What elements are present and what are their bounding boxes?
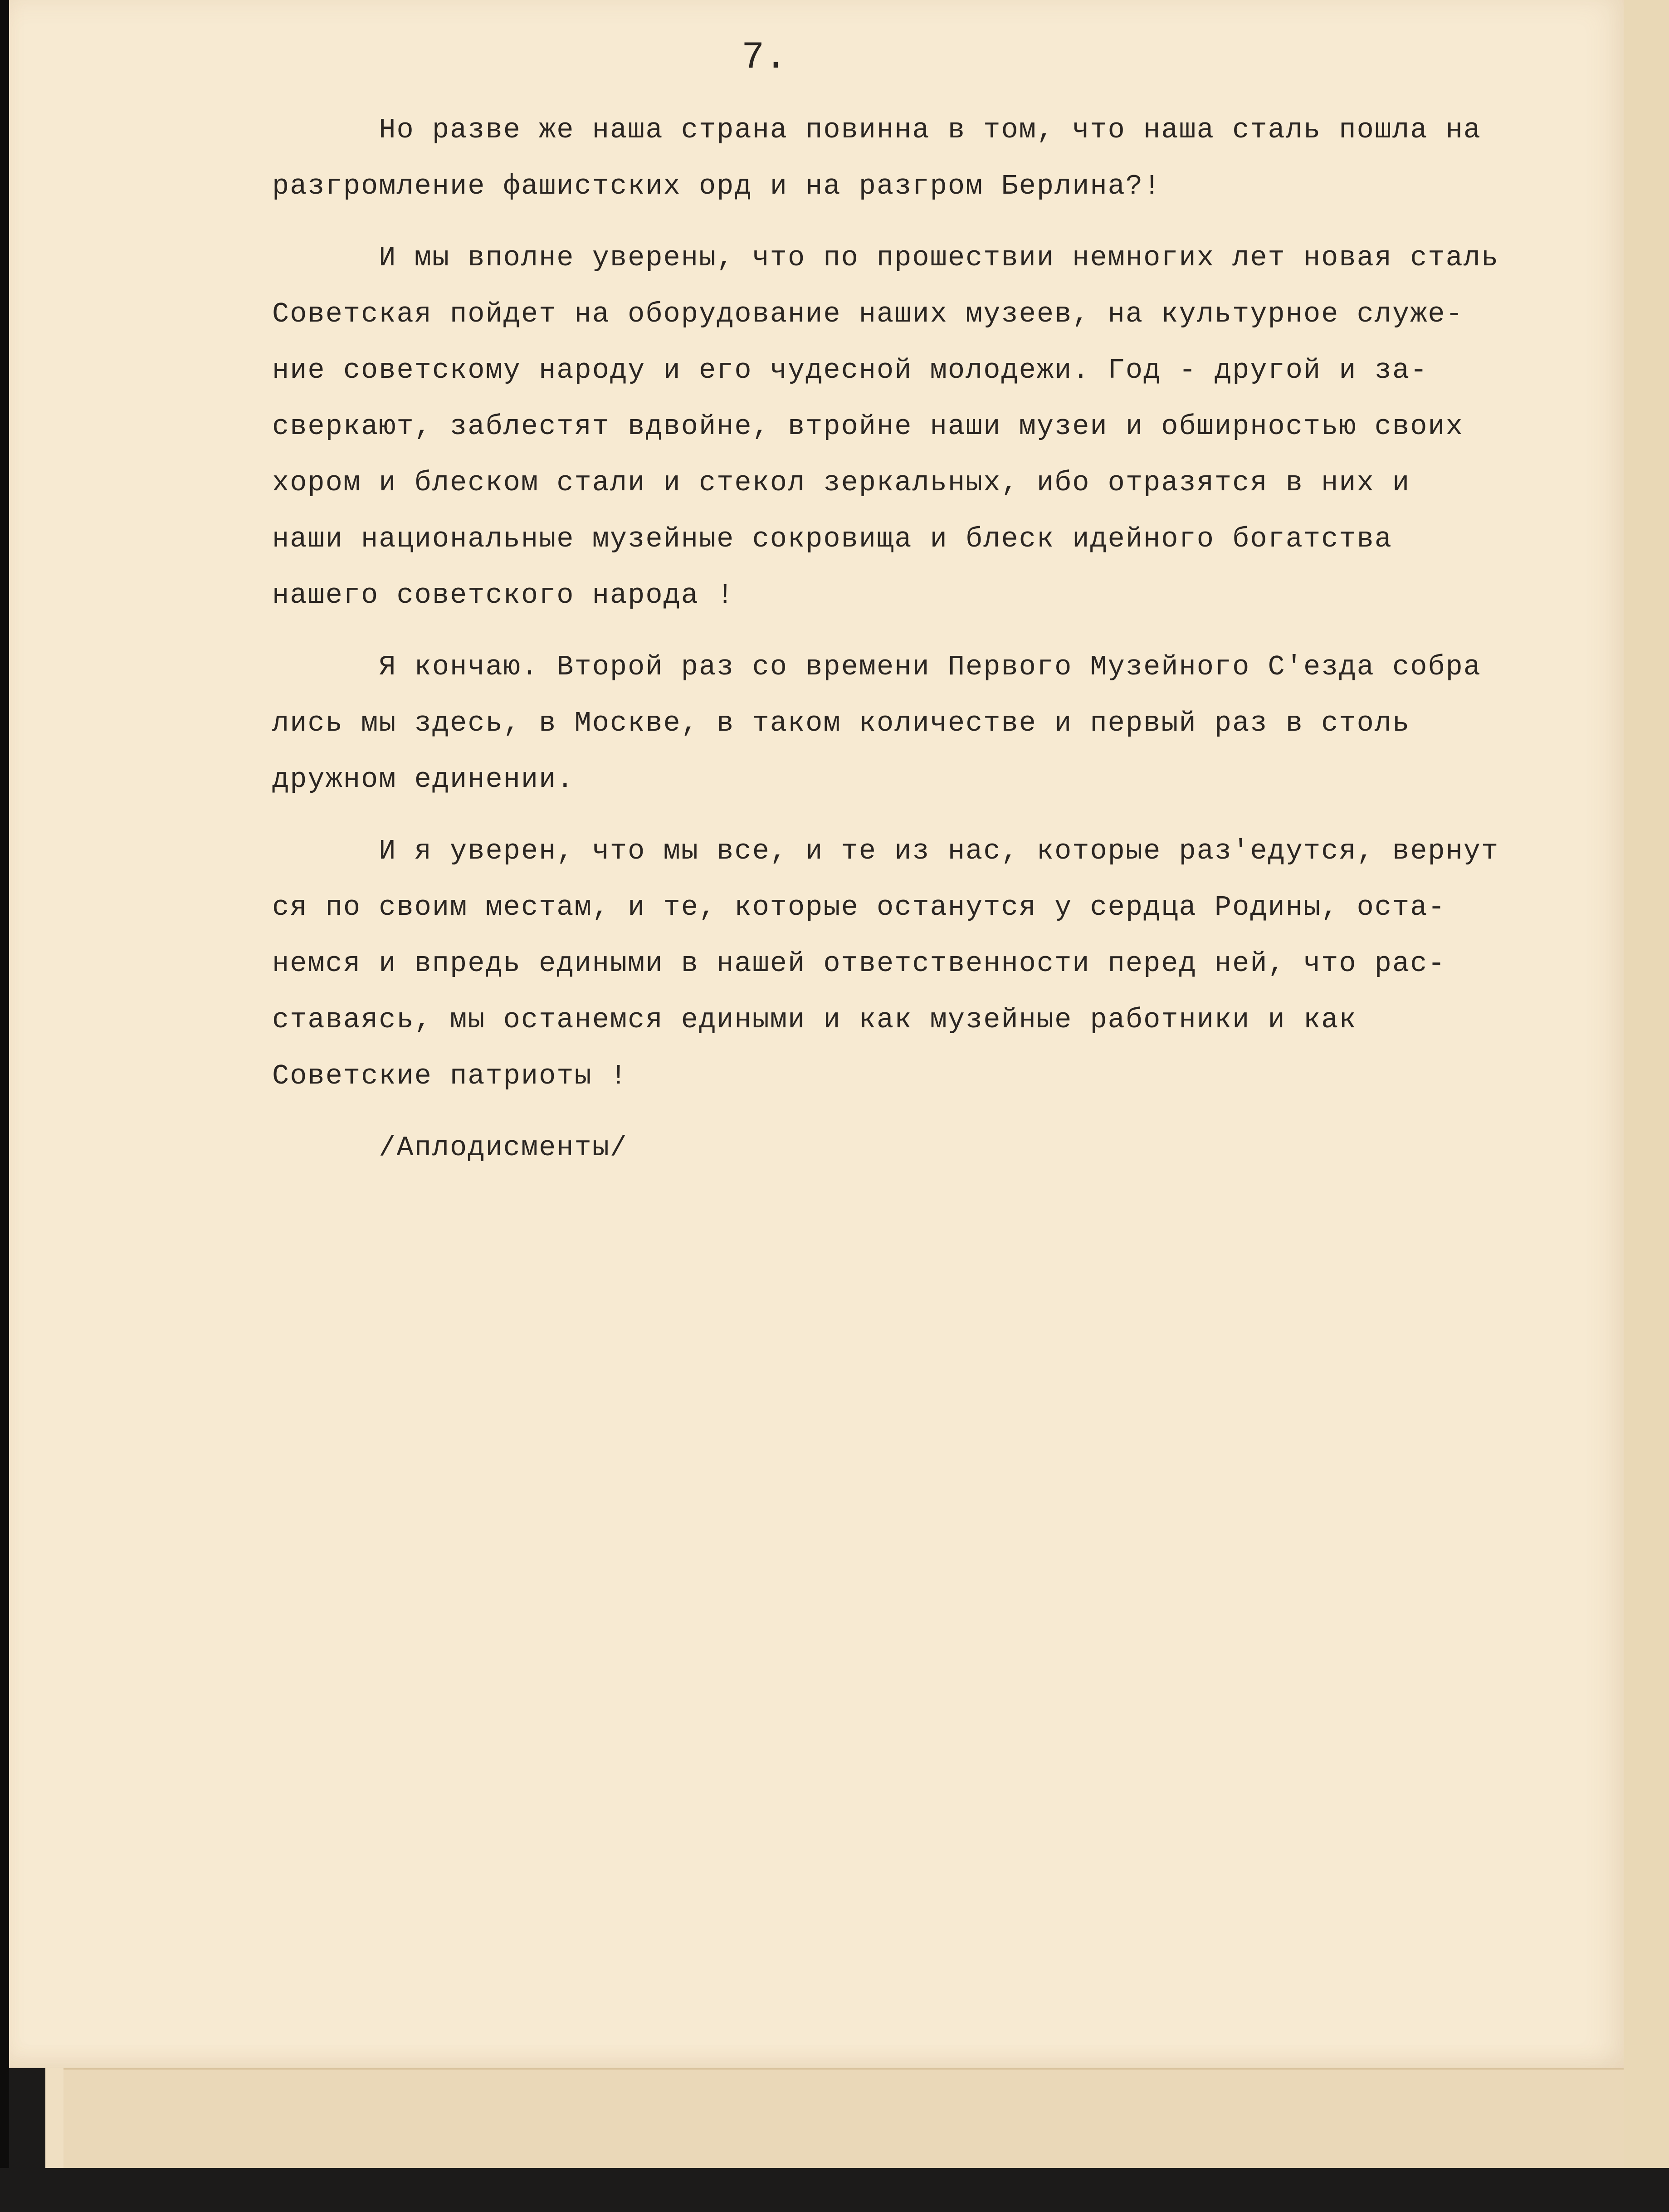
text-line: Но разве же наша страна повинна в том, что наша сталь пошла на	[272, 114, 1482, 146]
document-page	[9, 0, 1624, 2068]
text-line: Я кончаю. Второй раз со времени Первого Музейного С'езда собра	[272, 651, 1482, 683]
text-line: ся по своим местам, и те, которые останутся у сердца Родины, оста-	[272, 891, 1446, 923]
paragraph	[272, 230, 1642, 624]
text-line: сверкают, заблестят вдвойне, втройне наши музеи и обширностью своих	[272, 410, 1464, 443]
text-line: И мы вполне уверены, что по прошествии немногих лет новая сталь	[272, 242, 1499, 274]
text-line: Советская пойдет на оборудование наших музеев, на культурное служе-	[272, 298, 1464, 330]
text-line: И я уверен, что мы все, и те из нас, которые раз'едутся, вернут	[272, 835, 1499, 867]
text-line: разгромление фашистских орд и на разгром Берлина?!	[272, 170, 1161, 202]
text-line: /Аплодисменты/	[272, 1132, 628, 1164]
text-line: нашего советского народа !	[272, 579, 735, 611]
paragraph	[272, 1120, 1642, 1176]
text-line: лись мы здесь, в Москве, в таком количестве и первый раз в столь	[272, 707, 1410, 739]
text-line: немся и впредь едиными в нашей ответственности перед ней, что рас-	[272, 947, 1446, 980]
left-dark-margin	[0, 0, 9, 2212]
typed-text-body	[272, 102, 1642, 1191]
text-line: хором и блеском стали и стекол зеркальных, ибо отразятся в них и	[272, 467, 1410, 499]
paragraph	[272, 639, 1642, 808]
page-number: 7.	[742, 36, 787, 79]
text-line: ставаясь, мы останемся едиными и как музейные работники и как	[272, 1004, 1357, 1036]
paragraph	[272, 102, 1642, 215]
text-line: Советские патриоты !	[272, 1060, 628, 1092]
text-line: наши национальные музейные сокровища и блеск идейного богатства	[272, 523, 1392, 555]
text-line: дружном единении.	[272, 763, 575, 796]
text-line: ние советскому народу и его чудесной молодежи. Год - другой и за-	[272, 354, 1428, 386]
bottom-dark-margin	[0, 2168, 1669, 2212]
paragraph	[272, 823, 1642, 1104]
